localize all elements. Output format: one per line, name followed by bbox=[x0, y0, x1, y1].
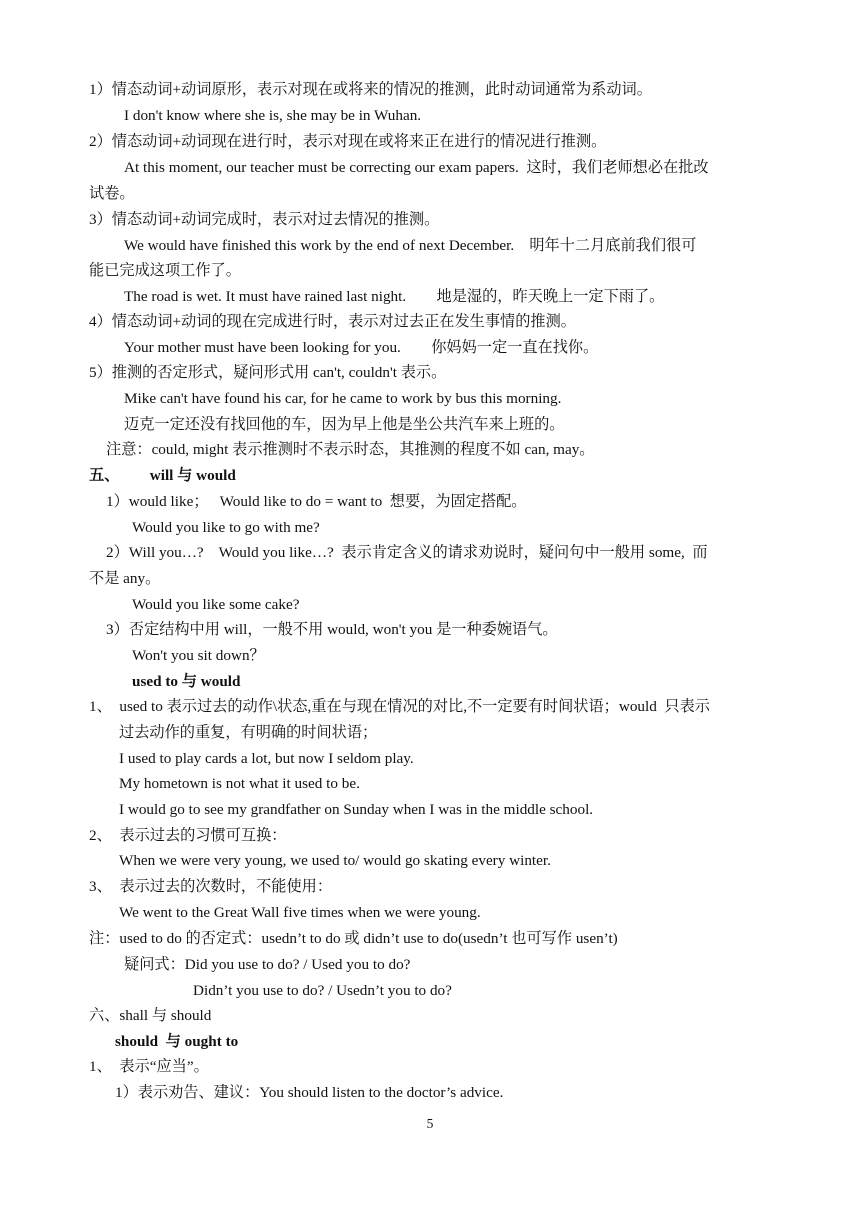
text-line: 2）情态动词+动词现在进行时，表示对现在或将来正在进行的情况进行推测。 bbox=[89, 133, 607, 150]
text-line: I used to play cards a lot, but now I seldom play. bbox=[119, 750, 414, 767]
text-line: 1）表示劝告、建议：You should listen to the doctor’s advice. bbox=[115, 1084, 504, 1101]
text-line: We went to the Great Wall five times when we were young. bbox=[119, 904, 481, 921]
text-line: 试卷。 bbox=[89, 185, 135, 202]
text-line: 注：used to do 的否定式：usedn’t to do 或 didn’t use to do(usedn’t 也可写作 usen’t) bbox=[89, 930, 618, 947]
section-heading: should 与 ought to bbox=[115, 1033, 239, 1050]
text-line: Won't you sit down？ bbox=[132, 647, 265, 664]
text-line: Would you like to go with me? bbox=[132, 519, 320, 536]
text-line: 3）情态动词+动词完成时，表示对过去情况的推测。 bbox=[89, 211, 440, 228]
text-line: 过去动作的重复，有明确的时间状语； bbox=[119, 724, 378, 741]
text-line: 1）would like； Would like to do = want to 想要，为固定搭配。 bbox=[106, 493, 527, 510]
text-line: 1）情态动词+动词原形，表示对现在或将来的情况的推测，此时动词通常为系动词。 bbox=[89, 81, 652, 98]
text-line: When we were very young, we used to/ would go skating every winter. bbox=[119, 852, 551, 869]
text-line: 1、 表示“应当”。 bbox=[89, 1058, 209, 1075]
text-line: 2、 表示过去的习惯可互换： bbox=[89, 827, 287, 844]
text-line: I don't know where she is, she may be in Wuhan. bbox=[124, 107, 422, 124]
text-line: Didn’t you use to do? / Usedn’t you to do? bbox=[193, 982, 452, 999]
text-line: Your mother must have been looking for you. 你妈妈一定一直在找你。 bbox=[124, 339, 599, 356]
section-heading: used to 与 would bbox=[132, 673, 241, 690]
text-line: 迈克一定还没有找回他的车，因为早上他是坐公共汽车来上班的。 bbox=[124, 416, 565, 433]
section-heading: 五、 will 与 would bbox=[89, 467, 236, 484]
text-line: At this moment, our teacher must be correcting our exam papers. 这时，我们老师想必在批改 bbox=[124, 159, 709, 176]
text-line: 4）情态动词+动词的现在完成进行时，表示对过去正在发生事情的推测。 bbox=[89, 313, 576, 330]
text-line: 不是 any。 bbox=[89, 570, 161, 587]
text-line: 2）Will you…? Would you like…? 表示肯定含义的请求劝说时，疑问句中一般用 some, 而 bbox=[106, 544, 708, 561]
text-line: 3、 表示过去的次数时，不能使用： bbox=[89, 878, 332, 895]
text-line: 能已完成这项工作了。 bbox=[89, 262, 241, 279]
text-line: 3）否定结构中用 will，一般不用 would, won't you 是一种委婉语气。 bbox=[106, 621, 558, 638]
text-line: 疑问式：Did you use to do? / Used you to do? bbox=[124, 956, 411, 973]
page-number: 5 bbox=[426, 1116, 434, 1131]
text-line: I would go to see my grandfather on Sunday when I was in the middle school. bbox=[119, 801, 594, 818]
text-line: 六、shall 与 should bbox=[89, 1007, 212, 1024]
text-line: Mike can't have found his car, for he came to work by bus this morning. bbox=[124, 390, 562, 407]
text-line: 注意：could, might 表示推测时不表示时态，其推测的程度不如 can, may。 bbox=[106, 441, 595, 458]
text-line: Would you like some cake? bbox=[132, 596, 300, 613]
text-line: We would have finished this work by the end of next December. 明年十二月底前我们很可 bbox=[124, 237, 697, 254]
text-line: 1、 used to 表示过去的动作\状态,重在与现在情况的对比,不一定要有时间状语；would 只表示 bbox=[89, 698, 710, 715]
text-line: 5）推测的否定形式，疑问形式用 can't, couldn't 表示。 bbox=[89, 364, 447, 381]
text-line: My hometown is not what it used to be. bbox=[119, 775, 360, 792]
text-line: The road is wet. It must have rained last night. 地是湿的，昨天晚上一定下雨了。 bbox=[124, 288, 665, 305]
